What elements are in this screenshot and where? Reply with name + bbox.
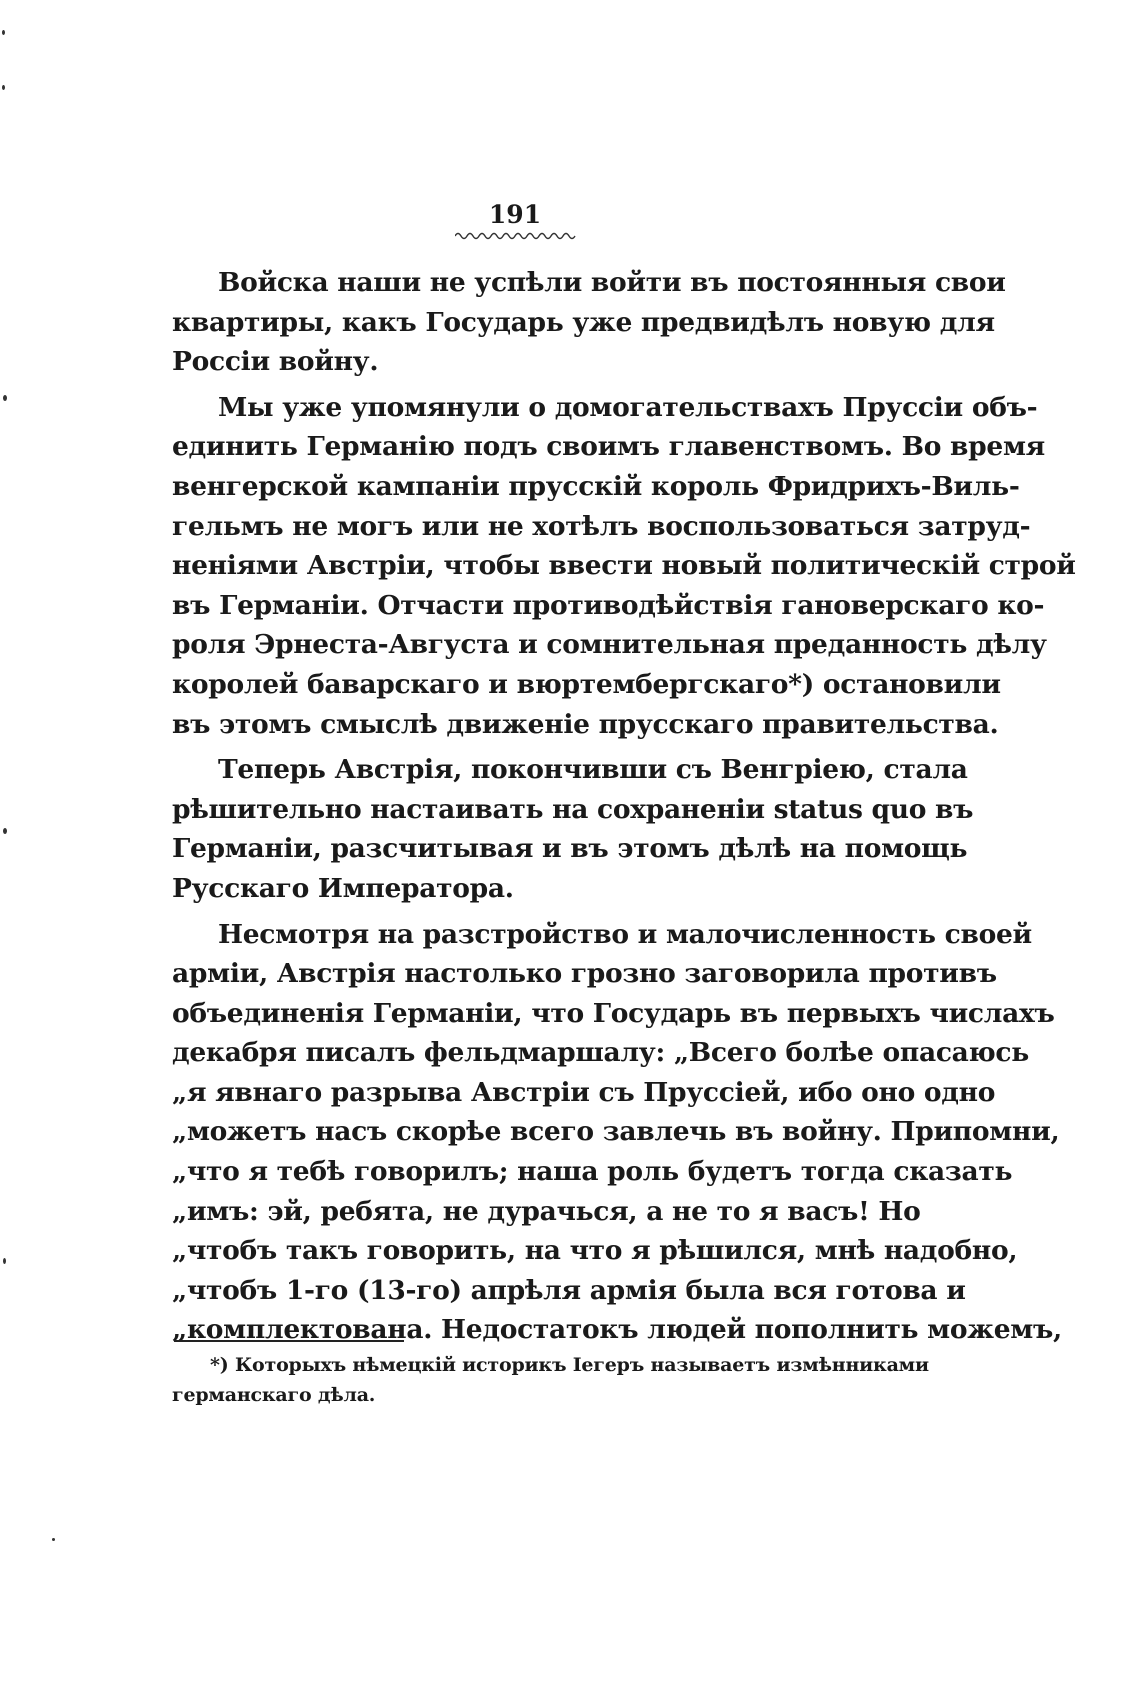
paragraph <box>172 263 1006 382</box>
text-line: квартиры, какъ Государь уже предвидѣлъ новую для <box>172 306 995 338</box>
text-line: „имъ: эй, ребята, не дурачься, а не то я васъ! Но <box>172 1195 921 1227</box>
text-line: Мы уже упомянули о домогательствахъ Пруссіи объ- <box>218 391 1038 423</box>
text-line: объединенія Германіи, что Государь въ первыхъ числахъ <box>172 997 1055 1029</box>
scan-speck <box>2 85 5 90</box>
text-line: рѣшительно настаивать на сохраненіи status quo въ <box>172 793 974 825</box>
text-line: въ Германіи. Отчасти противодѣйствія гановерскаго ко- <box>172 589 1045 621</box>
footnote-line: *) Которыхъ нѣмецкій историкъ Іегеръ называетъ измѣнниками <box>210 1354 929 1376</box>
text-line: Россіи войну. <box>172 346 379 378</box>
text-line: „я явнаго разрыва Австріи съ Пруссіей, ибо оно одно <box>172 1076 996 1108</box>
text-line: Несмотря на разстройство и малочисленность своей <box>218 918 1032 950</box>
text-line: арміи, Австрія настолько грозно заговорила противъ <box>172 958 997 990</box>
text-line: „комплектована. Недостатокъ людей пополнить можемъ, <box>172 1314 1062 1346</box>
footnote-line: германскаго дѣла. <box>172 1384 376 1406</box>
text-line: Войска наши не успѣли войти въ постоянныя свои <box>218 267 1006 298</box>
text-line: венгерской кампаніи прусскій король Фридрихъ-Виль- <box>172 470 1020 502</box>
scan-speck <box>2 30 5 35</box>
scan-speck <box>3 828 7 834</box>
text-line: „что я тебѣ говорилъ; наша роль будетъ тогда сказать <box>172 1156 1013 1188</box>
text-line: Теперь Австрія, покончивши съ Венгріею, стала <box>218 754 968 786</box>
page-number: 191 <box>488 200 542 229</box>
text-line: „чтобъ такъ говорить, на что я рѣшился, мнѣ надобно, <box>172 1235 1018 1267</box>
ornament-divider <box>455 228 585 240</box>
text-line: „чтобъ 1-го (13-го) апрѣля армія была вся готова и <box>172 1274 966 1306</box>
footnote-divider <box>174 1340 404 1342</box>
text-line: Русскаго Императора. <box>172 872 514 904</box>
scan-speck <box>3 1258 6 1264</box>
text-line: неніями Австріи, чтобы ввести новый политическій строй <box>172 550 1076 582</box>
scan-speck <box>52 1538 55 1541</box>
scan-speck <box>3 395 7 401</box>
text-line: Германіи, разсчитывая и въ этомъ дѣлѣ на помощь <box>172 833 968 865</box>
text-line: королей баварскаго и вюртембергскаго*) остановили <box>172 668 1001 700</box>
paragraph <box>172 915 1062 1351</box>
text-line: „можетъ насъ скорѣе всего завлечь въ войну. Припомни, <box>172 1116 1060 1148</box>
footnote <box>172 1350 929 1410</box>
body-text <box>172 263 1076 1350</box>
text-line: единить Германію подъ своимъ главенствомъ. Во время <box>172 431 1045 463</box>
text-line: роля Эрнеста-Августа и сомнительная преданность дѣлу <box>172 629 1047 661</box>
text-line: декабря писалъ фельдмаршалу: „Всего болѣе опасаюсь <box>172 1037 1029 1069</box>
text-line: въ этомъ смыслѣ движеніе прусскаго правительства. <box>172 708 999 740</box>
paragraph <box>172 750 974 908</box>
paragraph <box>172 388 1076 744</box>
text-line: гельмъ не могъ или не хотѣлъ воспользоваться затруд- <box>172 510 1031 542</box>
